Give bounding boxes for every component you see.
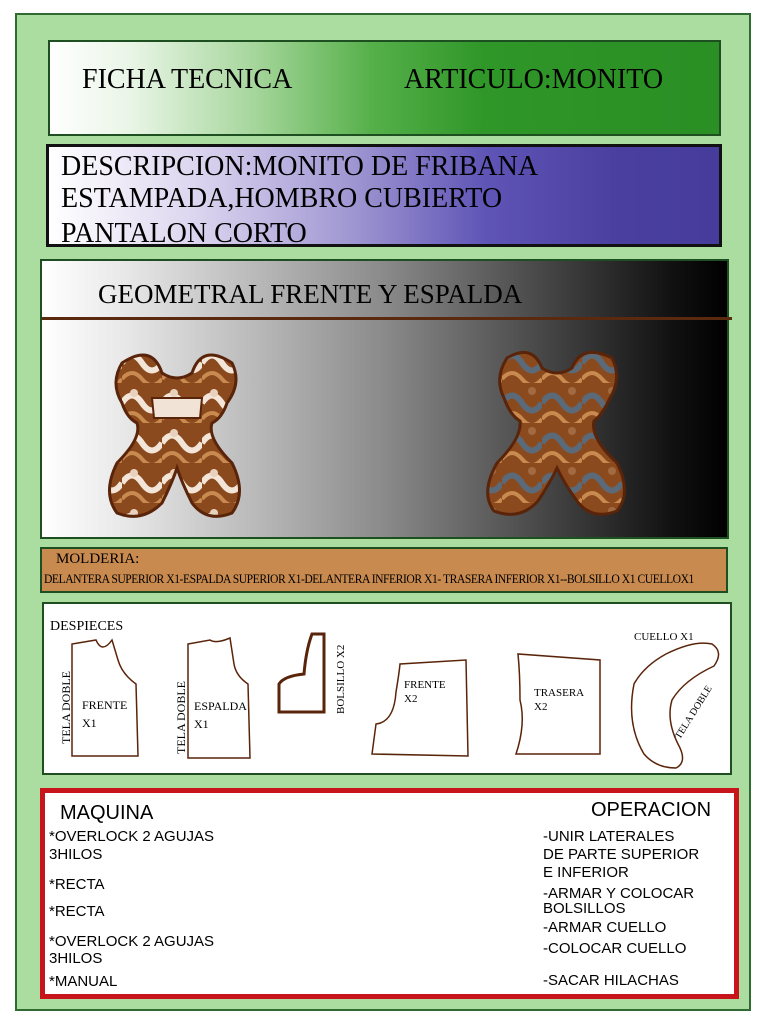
operation-item: BOLSILLOS	[543, 900, 626, 917]
machine-item: 3HILOS	[49, 846, 103, 863]
back-piece-qty: X1	[194, 717, 209, 731]
romper-back-illustration	[462, 343, 642, 523]
front-lower-label: FRENTE	[404, 679, 446, 691]
front-piece-qty: X1	[82, 716, 97, 730]
operation-item: -UNIR LATERALES	[543, 828, 675, 845]
molderia-title: MOLDERIA:	[56, 551, 140, 567]
front-piece-label: FRENTE	[82, 698, 128, 712]
operation-item: DE PARTE SUPERIOR	[543, 846, 700, 863]
despieces-panel	[42, 602, 732, 775]
back-lower-label: TRASERA	[534, 687, 585, 699]
pattern-back-upper	[188, 638, 250, 758]
description-line-3: PANTALON CORTO	[61, 218, 307, 249]
operation-item: -ARMAR CUELLO	[543, 919, 667, 936]
operation-item: E INFERIOR	[543, 864, 629, 881]
back-piece-label: ESPALDA	[194, 699, 247, 713]
machine-header: MAQUINA	[60, 802, 154, 824]
collar-label: CUELLO X1	[634, 631, 694, 643]
sheet-title: FICHA TECNICA	[82, 64, 293, 95]
geometral-panel	[40, 259, 729, 539]
front-lower-qty: X2	[404, 693, 418, 705]
operation-header: OPERACION	[591, 799, 712, 821]
title-banner	[48, 40, 721, 136]
despieces-title: DESPIECES	[50, 619, 124, 634]
machine-item: *MANUAL	[49, 973, 118, 990]
description-line-1: DESCRIPCION:MONITO DE FRIBANA	[61, 151, 539, 182]
front-fold-label: TELA DOBLE	[59, 671, 73, 744]
operations-panel	[40, 788, 739, 999]
machine-item: *RECTA	[49, 903, 105, 920]
operation-item: -SACAR HILACHAS	[543, 972, 679, 989]
machine-item: 3HILOS	[49, 950, 103, 967]
machine-item: *OVERLOCK 2 AGUJAS	[49, 933, 215, 950]
description-line-2: ESTAMPADA,HOMBRO CUBIERTO	[61, 183, 503, 214]
collar-fold-label: TELA DOBLE	[673, 683, 715, 742]
geometral-divider	[42, 317, 732, 320]
back-lower-qty: X2	[534, 701, 548, 713]
article-name: ARTICULO:MONITO	[404, 64, 664, 95]
pattern-pieces-drawing	[44, 604, 734, 777]
molderia-bar	[40, 547, 728, 593]
molderia-pieces: DELANTERA SUPERIOR X1-ESPALDA SUPERIOR X1-DELANTERA INFERIOR X1- TRASERA INFERIOR X1--BOLSILLO X1 CUELLOX1	[44, 572, 694, 586]
geometral-title: GEOMETRAL FRENTE Y ESPALDA	[98, 279, 523, 309]
operation-item: -ARMAR Y COLOCAR	[543, 885, 695, 902]
pattern-front-lower	[372, 660, 468, 756]
operation-item: -COLOCAR CUELLO	[543, 940, 687, 957]
pocket-label: BOLSILLO X2	[335, 644, 347, 714]
romper-front-illustration	[82, 343, 262, 523]
pattern-collar	[632, 643, 719, 768]
back-fold-label: TELA DOBLE	[174, 681, 188, 754]
machine-item: *RECTA	[49, 876, 105, 893]
description-box	[46, 144, 722, 247]
pattern-pocket	[279, 634, 324, 712]
pattern-back-lower	[516, 654, 600, 754]
machine-item: *OVERLOCK 2 AGUJAS	[49, 828, 215, 845]
